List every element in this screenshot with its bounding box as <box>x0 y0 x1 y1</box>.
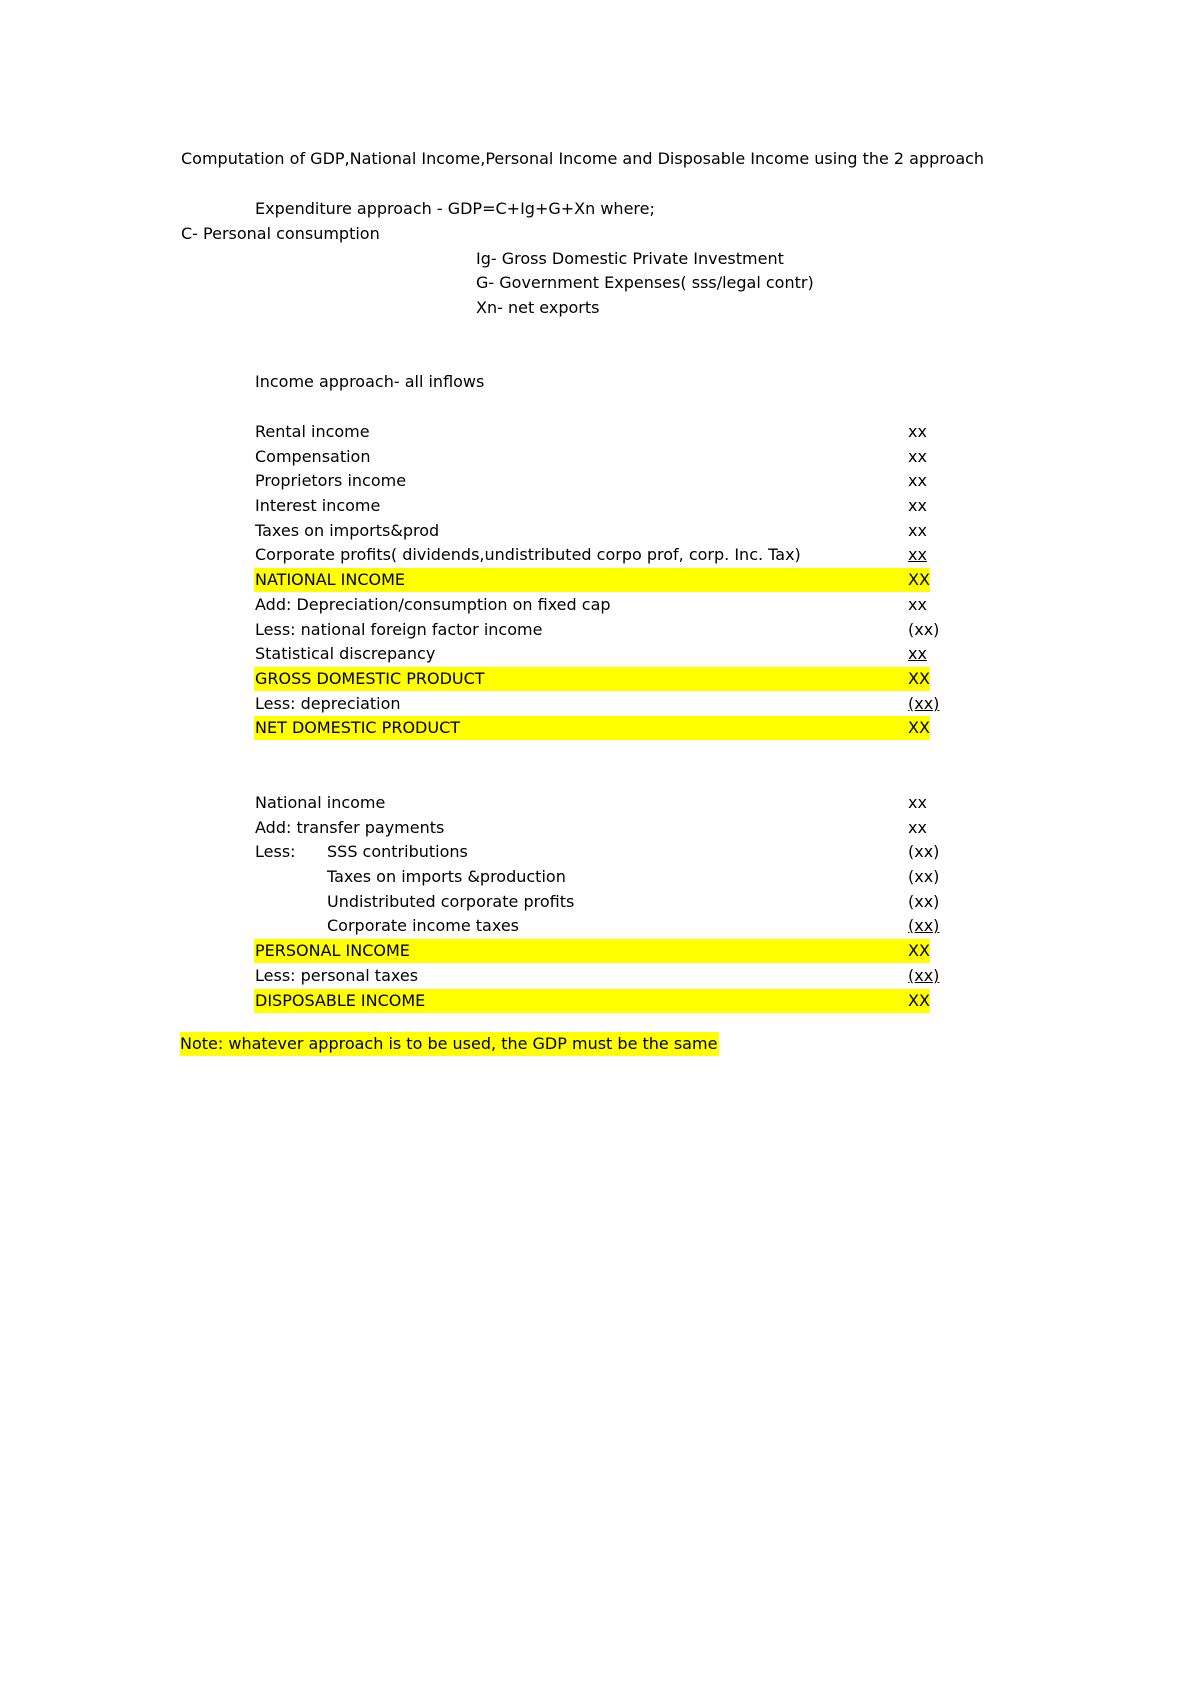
row-prefix: Less: <box>255 842 296 861</box>
row-label: Add: transfer payments <box>255 818 445 837</box>
income-row-gdp <box>254 667 930 691</box>
row-value: xx <box>908 496 927 515</box>
row-value: xx <box>908 644 927 663</box>
row-value: (xx) <box>908 694 940 713</box>
row-value: xx <box>908 793 927 812</box>
row-value: XX <box>908 991 930 1010</box>
row-label: GROSS DOMESTIC PRODUCT <box>255 669 485 688</box>
row-value: (xx) <box>908 892 940 911</box>
row-label: National income <box>255 793 386 812</box>
row-label: Corporate income taxes <box>327 916 519 935</box>
personal-row-transfer-payments <box>254 816 930 840</box>
personal-row-undistributed-profits <box>254 890 940 914</box>
expenditure-c-line: C- Personal consumption <box>181 224 380 243</box>
income-heading: Income approach- all inflows <box>255 372 485 391</box>
row-value: xx <box>908 521 927 540</box>
personal-row-disposable-income <box>254 989 930 1013</box>
row-value: xx <box>908 447 927 466</box>
row-label: Less: national foreign factor income <box>255 620 543 639</box>
row-label: Less: depreciation <box>255 694 401 713</box>
income-row-interest <box>254 494 930 518</box>
row-label: Taxes on imports &production <box>327 867 566 886</box>
row-value: XX <box>908 669 930 688</box>
income-row-depreciation-less <box>254 692 940 716</box>
expenditure-ig-line: Ig- Gross Domestic Private Investment <box>476 249 784 268</box>
personal-row-sss <box>254 840 940 864</box>
row-label: Taxes on imports&prod <box>255 521 440 540</box>
page-title: Computation of GDP,National Income,Personal Income and Disposable Income using the 2 approach <box>181 149 985 168</box>
row-value: (xx) <box>908 842 940 861</box>
row-label: Compensation <box>255 447 371 466</box>
income-row-corporate-profits <box>254 543 930 567</box>
row-value: xx <box>908 471 927 490</box>
income-row-ndp <box>254 716 930 740</box>
row-value: xx <box>908 595 927 614</box>
row-value: XX <box>908 941 930 960</box>
row-value: (xx) <box>908 620 940 639</box>
row-label: Statistical discrepancy <box>255 644 436 663</box>
income-row-national-income <box>254 568 930 592</box>
personal-row-corporate-taxes <box>254 914 940 938</box>
row-value: XX <box>908 570 930 589</box>
personal-row-personal-income <box>254 939 930 963</box>
income-row-foreign-factor <box>254 618 940 642</box>
row-value: (xx) <box>908 916 940 935</box>
row-label: NATIONAL INCOME <box>255 570 406 589</box>
expenditure-g-line: G- Government Expenses( sss/legal contr) <box>476 273 814 292</box>
row-value: xx <box>908 545 927 564</box>
personal-row-national-income <box>254 791 930 815</box>
row-value: XX <box>908 718 930 737</box>
income-row-statistical-discrepancy <box>254 642 930 666</box>
row-label: Rental income <box>255 422 370 441</box>
row-label: SSS contributions <box>327 842 468 861</box>
note: Note: whatever approach is to be used, the GDP must be the same <box>180 1032 719 1056</box>
row-label: NET DOMESTIC PRODUCT <box>255 718 461 737</box>
row-label: PERSONAL INCOME <box>255 941 410 960</box>
row-label: Add: Depreciation/consumption on fixed cap <box>255 595 611 614</box>
income-row-rental <box>254 420 930 444</box>
row-label: Corporate profits( dividends,undistributed corpo prof, corp. Inc. Tax) <box>255 545 801 564</box>
income-row-compensation <box>254 445 930 469</box>
row-label: Interest income <box>255 496 381 515</box>
row-value: (xx) <box>908 966 940 985</box>
row-value: xx <box>908 422 927 441</box>
income-row-depreciation-add <box>254 593 930 617</box>
expenditure-xn-line: Xn- net exports <box>476 298 600 317</box>
row-label: Undistributed corporate profits <box>327 892 575 911</box>
row-label: DISPOSABLE INCOME <box>255 991 426 1010</box>
row-value: xx <box>908 818 927 837</box>
row-label: Less: personal taxes <box>255 966 419 985</box>
personal-row-taxes-imports <box>254 865 940 889</box>
income-row-proprietors <box>254 469 930 493</box>
expenditure-heading: Expenditure approach - GDP=C+Ig+G+Xn where; <box>255 199 655 218</box>
row-value: (xx) <box>908 867 940 886</box>
income-row-taxes <box>254 519 930 543</box>
row-label: Proprietors income <box>255 471 407 490</box>
personal-row-personal-taxes <box>254 964 940 988</box>
